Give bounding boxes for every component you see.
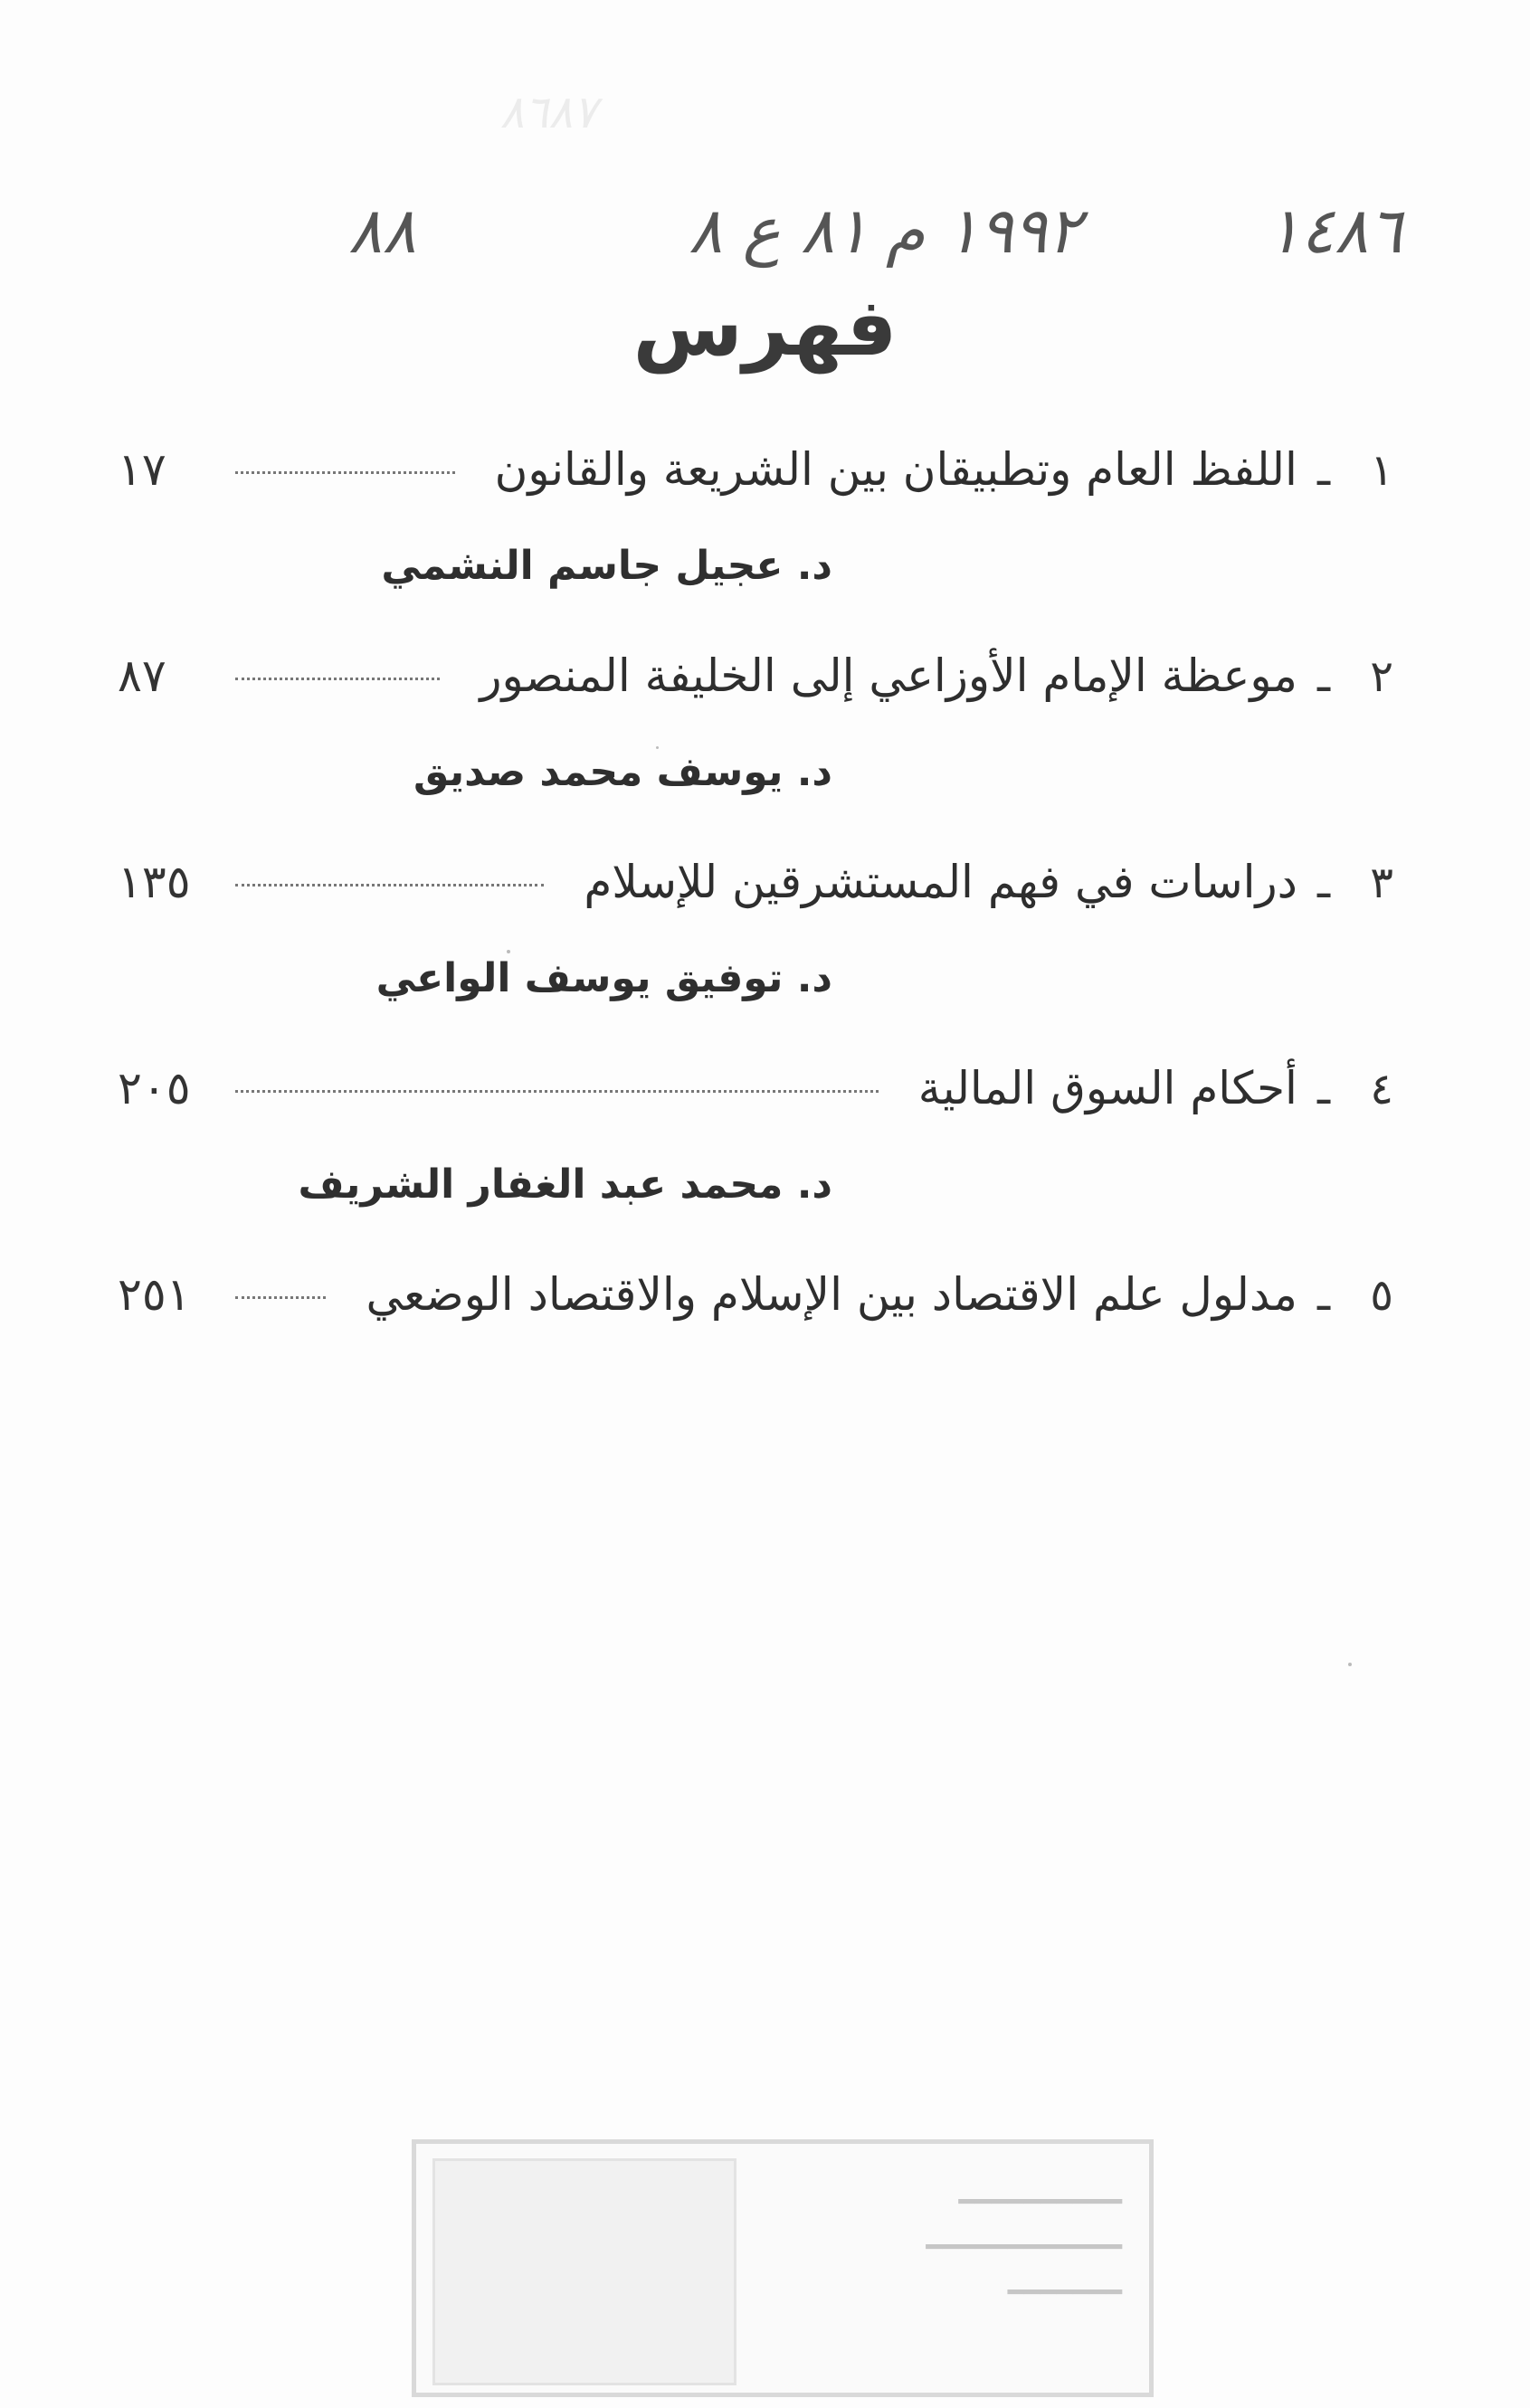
entry-page-number[interactable]: ١٣٥ (118, 856, 191, 908)
toc-entry-line (118, 649, 1393, 736)
entry-number: ٢ (1370, 651, 1393, 702)
entry-page-number[interactable]: ٨٧ (118, 649, 166, 702)
entry-page-number[interactable]: ٢٥١ (118, 1268, 191, 1321)
toc-entry-3 (118, 856, 1393, 1015)
entry-author: د. عجيل جاسم النشمي (381, 543, 832, 589)
toc-entry-line (118, 856, 1393, 943)
dot-leader (235, 1296, 326, 1299)
toc-entry-line (118, 1268, 1393, 1355)
entry-title[interactable]: مدلول علم الاقتصاد بين الإسلام والاقتصاد الوضعي (366, 1268, 1297, 1321)
entry-title[interactable]: دراسات في فهم المستشرقين للإسلام (584, 856, 1297, 908)
entry-number: ٤ (1370, 1064, 1393, 1114)
entry-number: ١ (1370, 445, 1393, 496)
faint-background-mark: ٨٦٨٧ (499, 86, 597, 138)
page-title: فهرس (632, 280, 898, 374)
entry-title[interactable]: موعظة الإمام الأوزاعي إلى الخليفة المنصور (480, 649, 1297, 702)
entry-separator: ـ (1316, 1064, 1330, 1114)
entry-title[interactable]: أحكام السوق المالية (917, 1062, 1297, 1114)
entry-title[interactable]: اللفظ العام وتطبيقان بين الشريعة والقانون (494, 443, 1297, 496)
entry-separator: ـ (1316, 445, 1330, 496)
stamp-emblem-box (432, 2158, 736, 2385)
scan-speck (1348, 1663, 1352, 1666)
entry-author: د. يوسف محمد صديق (413, 749, 832, 795)
toc-entry-line (118, 1062, 1393, 1149)
handwritten-annotation (226, 176, 1402, 285)
toc-entry-2 (118, 649, 1393, 809)
toc-entry-4 (118, 1062, 1393, 1221)
entry-page-number[interactable]: ١٧ (118, 443, 166, 496)
dot-leader (235, 1090, 879, 1093)
entry-author: د. محمد عبد الغفار الشريف (298, 1161, 832, 1208)
stamp-text-block: ━━━━━━━━━━ ━━━━━━━━━━━━ ━━━━━━━ (926, 2186, 1122, 2308)
toc-entry-1 (118, 443, 1393, 602)
dot-leader (235, 471, 455, 474)
dot-leader (235, 678, 440, 680)
dot-leader (235, 884, 544, 886)
entry-author: د. توفيق يوسف الواعي (375, 955, 832, 1001)
entry-separator: ـ (1316, 651, 1330, 702)
entry-page-number[interactable]: ٢٠٥ (118, 1062, 191, 1114)
handwritten-ref: ٨١ ع ٨ (688, 194, 869, 268)
scan-speck (656, 746, 659, 749)
entry-separator: ـ (1316, 1270, 1330, 1321)
handwritten-number: ١٤٨٦ (1266, 194, 1402, 268)
handwritten-date: ١٩٩٢ م (886, 194, 1081, 268)
library-stamp (412, 2139, 1154, 2397)
entry-separator: ـ (1316, 858, 1330, 908)
toc-entry-5 (118, 1268, 1393, 1355)
entry-number: ٣ (1370, 858, 1393, 908)
toc-entry-line (118, 443, 1393, 530)
table-of-contents (118, 443, 1393, 1402)
handwritten-code: ٨٨ (347, 194, 416, 268)
entry-number: ٥ (1370, 1270, 1393, 1321)
scan-speck (507, 950, 510, 953)
